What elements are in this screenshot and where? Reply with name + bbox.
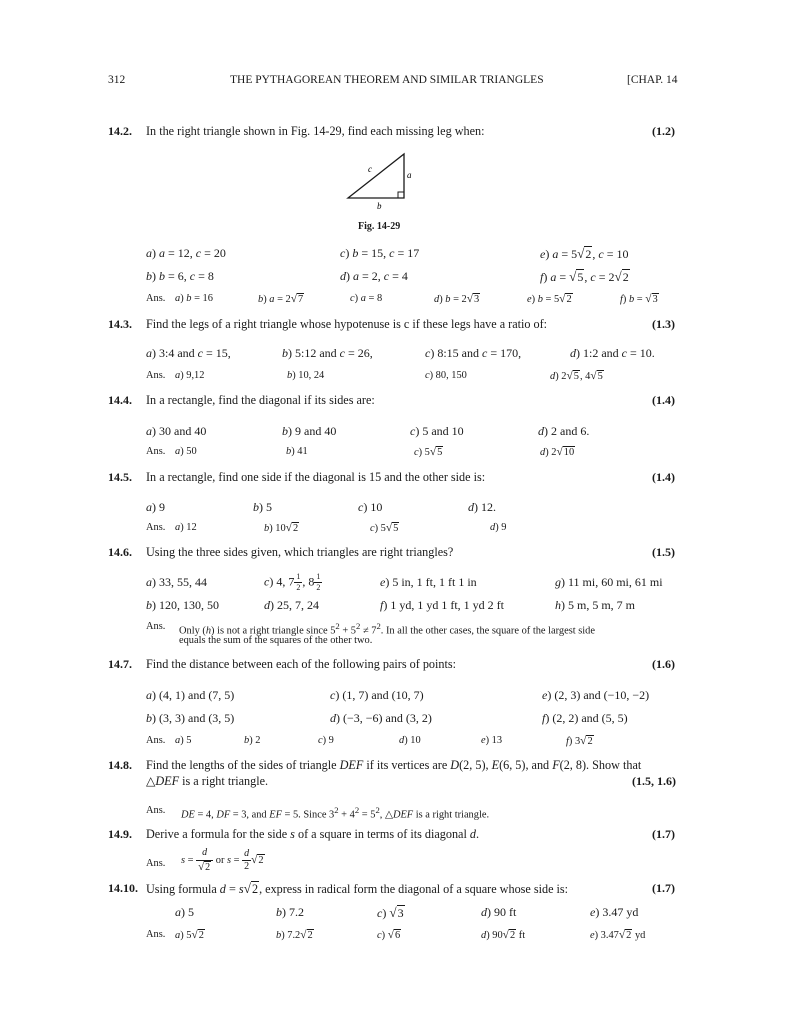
problem-number: 14.3. bbox=[108, 317, 132, 331]
option-a: a) a = 12, c = 20 bbox=[146, 246, 226, 260]
answer-label: Ans. bbox=[146, 446, 166, 457]
answer-a: a) b = 16 bbox=[175, 293, 213, 304]
leg-b-label: b bbox=[377, 201, 382, 211]
problem-text: Find the lengths of the sides of triangle DEF if its vertices are D(2, 5), E(6, 5), and F(2, 8). Show that bbox=[146, 758, 642, 772]
answer-a: a) 5√2 bbox=[175, 929, 204, 941]
answer-d: d) 90√2 ft bbox=[481, 929, 526, 941]
option-b: b) 120, 130, 50 bbox=[146, 598, 219, 612]
option-b: b) (3, 3) and (3, 5) bbox=[146, 711, 235, 725]
section-reference: (1.5) bbox=[652, 545, 675, 559]
option-b: b) 9 and 40 bbox=[282, 424, 337, 438]
answer-c: c) 9 bbox=[318, 735, 334, 746]
option-b: b) 7.2 bbox=[276, 905, 304, 919]
option-a: a) 33, 55, 44 bbox=[146, 575, 207, 589]
answer-label: Ans. bbox=[146, 621, 166, 632]
option-a: a) 9 bbox=[146, 500, 165, 514]
section-reference: (1.4) bbox=[652, 393, 675, 407]
answer-b: b) 10√2 bbox=[264, 522, 299, 534]
option-g: g) 11 mi, 60 mi, 61 mi bbox=[555, 575, 663, 589]
option-a: a) (4, 1) and (7, 5) bbox=[146, 688, 235, 702]
option-c: c) √3 bbox=[377, 905, 404, 920]
answer-explanation: Only (h) is not a right triangle since $5^2 + 5^2 \ne 7^2$. In all the other cases, the square of the largest side bbox=[179, 621, 595, 637]
answer-label: Ans. bbox=[146, 929, 166, 940]
answer-c: c) 80, 150 bbox=[425, 370, 467, 381]
option-a: a) 3:4 and c = 15, bbox=[146, 346, 231, 360]
problem-number: 14.9. bbox=[108, 827, 132, 841]
answer-label: Ans. bbox=[146, 293, 166, 304]
answer-d: d) 9 bbox=[490, 522, 507, 533]
option-a: a) 30 and 40 bbox=[146, 424, 207, 438]
answer-label: Ans. bbox=[146, 858, 166, 869]
page-number: 312 bbox=[108, 74, 126, 86]
option-b: b) b = 6, c = 8 bbox=[146, 269, 214, 283]
answer-f: f) 3√2 bbox=[566, 735, 593, 747]
answer-label: Ans. bbox=[146, 805, 166, 816]
problem-text: In the right triangle shown in Fig. 14-29, find each missing leg when: bbox=[146, 124, 485, 138]
section-reference: (1.7) bbox=[652, 881, 675, 895]
option-f: f) (2, 2) and (5, 5) bbox=[542, 711, 628, 725]
problem-text: In a rectangle, find the diagonal if its sides are: bbox=[146, 393, 375, 407]
option-e: e) 5 in, 1 ft, 1 ft 1 in bbox=[380, 575, 477, 589]
problem-text: Derive a formula for the side s of a square in terms of its diagonal d. bbox=[146, 827, 480, 841]
answer-d: d) 2√5, 4√5 bbox=[550, 370, 603, 382]
option-b: b) 5:12 and c = 26, bbox=[282, 346, 373, 360]
answer-c: c) a = 8 bbox=[350, 293, 383, 304]
problem-number: 14.6. bbox=[108, 545, 132, 559]
option-c: c) 4, 7 $\frac{1}{2}$ , 8 $\frac{1}{2}$ bbox=[264, 572, 321, 592]
option-c: c) b = 15, c = 17 bbox=[340, 246, 420, 260]
option-c: c) 5 and 10 bbox=[410, 424, 464, 438]
option-d: d) 25, 7, 24 bbox=[264, 598, 319, 612]
section-reference: (1.6) bbox=[652, 657, 675, 671]
problem-number: 14.4. bbox=[108, 393, 132, 407]
option-d: d) a = 2, c = 4 bbox=[340, 269, 408, 283]
option-d: d) 1:2 and c = 10. bbox=[570, 346, 655, 360]
option-h: h) 5 m, 5 m, 7 m bbox=[555, 598, 635, 612]
option-c: c) 8:15 and c = 170, bbox=[425, 346, 522, 360]
answer-explanation-cont: In all the other cases, the square of the largest side bbox=[385, 625, 595, 637]
answer-explanation: DE = 4, DF = 3, and EF = 5. Since $3^2 + 4^2 = 5^2$, △DEF is a right triangle. bbox=[181, 805, 490, 821]
problem-number: 14.2. bbox=[108, 124, 132, 138]
problem-text: Using formula d = s√2, express in radical form the diagonal of a square whose side is: bbox=[146, 881, 569, 896]
leg-a-label: a bbox=[407, 170, 412, 180]
option-f: f) 1 yd, 1 yd 1 ft, 1 yd 2 ft bbox=[380, 598, 504, 612]
section-reference: (1.4) bbox=[652, 470, 675, 484]
answer-formula: s = $\frac{d}{√2}$ or s = $\frac{d}{2}$ √2 bbox=[181, 847, 264, 873]
option-c: c) (1, 7) and (10, 7) bbox=[330, 688, 424, 702]
answer-c: c) 5√5 bbox=[370, 522, 399, 534]
answer-a: a) 50 bbox=[175, 446, 197, 457]
answer-d: d) b = 2√3 bbox=[434, 293, 480, 305]
hypotenuse-label: c bbox=[368, 164, 372, 174]
chapter-label: [CHAP. 14 bbox=[627, 74, 678, 86]
problem-text: Find the distance between each of the following pairs of points: bbox=[146, 657, 457, 671]
option-d: d) (−3, −6) and (3, 2) bbox=[330, 711, 432, 725]
figure-caption: Fig. 14-29 bbox=[358, 221, 401, 232]
problem-text-line2: △DEF is a right triangle. bbox=[146, 774, 269, 788]
option-e: e) 3.47 yd bbox=[590, 905, 639, 919]
answer-explanation-line2: equals the sum of the squares of the other two. bbox=[179, 635, 373, 646]
answer-c: c) √6 bbox=[377, 929, 401, 941]
answer-b: b) 7.2√2 bbox=[276, 929, 313, 941]
option-a: a) 5 bbox=[175, 905, 194, 919]
problem-number: 14.5. bbox=[108, 470, 132, 484]
option-d: d) 2 and 6. bbox=[538, 424, 590, 438]
section-reference: (1.7) bbox=[652, 827, 675, 841]
answer-c: c) 5√5 bbox=[414, 446, 443, 458]
answer-e: e) b = 5√2 bbox=[527, 293, 572, 305]
answer-label: Ans. bbox=[146, 522, 166, 533]
section-reference: (1.3) bbox=[652, 317, 675, 331]
answer-b: b) a = 2√7 bbox=[258, 293, 304, 305]
problem-number: 14.10. bbox=[108, 881, 138, 895]
option-f: f) a = √5, c = 2√2 bbox=[540, 269, 629, 284]
answer-e: e) 13 bbox=[481, 735, 503, 746]
answer-d: d) 10 bbox=[399, 735, 421, 746]
answer-b: b) 2 bbox=[244, 735, 261, 746]
answer-b: b) 41 bbox=[286, 446, 308, 457]
problem-number: 14.7. bbox=[108, 657, 132, 671]
answer-d: d) 2√10 bbox=[540, 446, 575, 458]
option-d: d) 90 ft bbox=[481, 905, 517, 919]
answer-label: Ans. bbox=[146, 735, 166, 746]
answer-a: a) 9,12 bbox=[175, 370, 205, 381]
problem-text: Find the legs of a right triangle whose hypotenuse is c if these legs have a ratio of: bbox=[146, 317, 548, 331]
option-d: d) 12. bbox=[468, 500, 496, 514]
option-c: c) 10 bbox=[358, 500, 383, 514]
answer-label: Ans. bbox=[146, 370, 166, 381]
answer-f: f) b = √3 bbox=[620, 293, 658, 305]
section-reference: (1.2) bbox=[652, 124, 675, 138]
right-triangle-figure bbox=[340, 148, 420, 212]
problem-text: In a rectangle, find one side if the diagonal is 15 and the other side is: bbox=[146, 470, 486, 484]
running-title: THE PYTHAGOREAN THEOREM AND SIMILAR TRIANGLES bbox=[230, 74, 544, 86]
problem-text: Using the three sides given, which triangles are right triangles? bbox=[146, 545, 454, 559]
answer-b: b) 10, 24 bbox=[287, 370, 325, 381]
option-b: b) 5 bbox=[253, 500, 272, 514]
option-e: e) (2, 3) and (−10, −2) bbox=[542, 688, 650, 702]
answer-e: e) 3.47√2 yd bbox=[590, 929, 646, 941]
section-reference: (1.5, 1.6) bbox=[632, 774, 676, 788]
option-e: e) a = 5√2, c = 10 bbox=[540, 246, 629, 261]
answer-a: a) 5 bbox=[175, 735, 192, 746]
problem-number: 14.8. bbox=[108, 758, 132, 772]
answer-a: a) 12 bbox=[175, 522, 197, 533]
